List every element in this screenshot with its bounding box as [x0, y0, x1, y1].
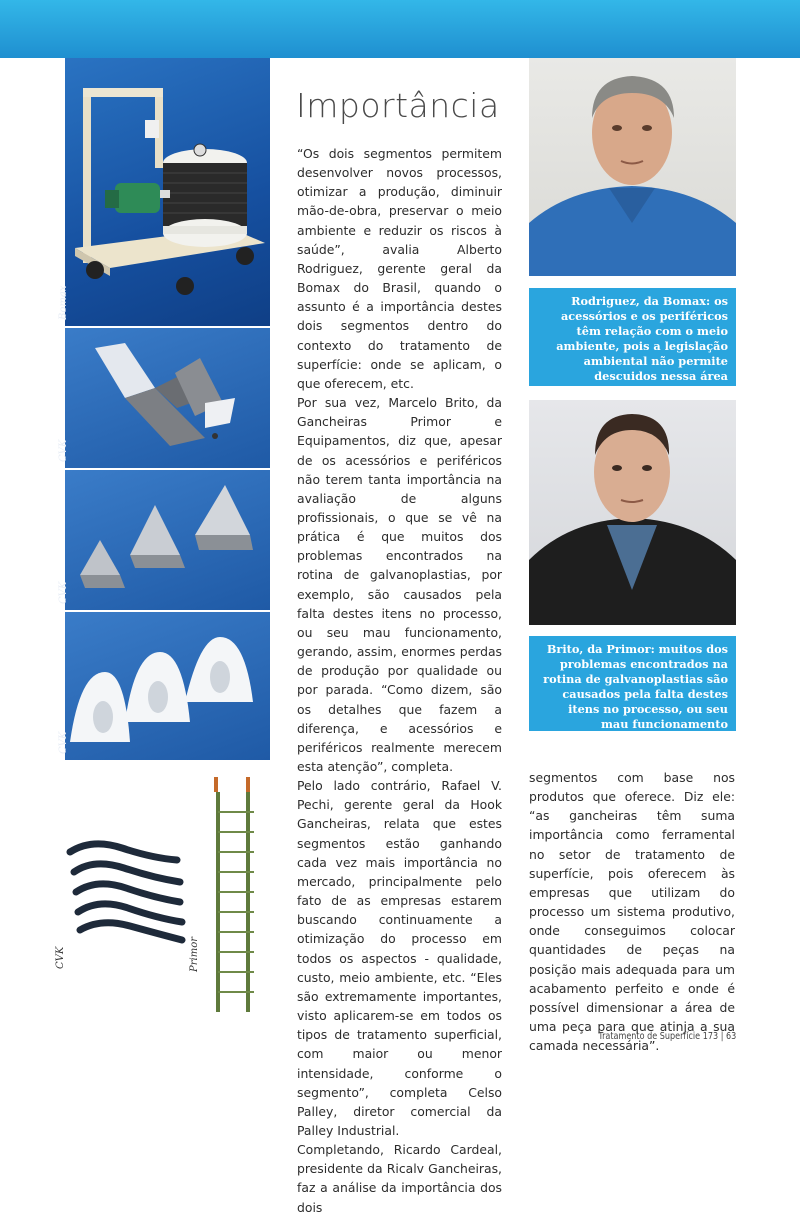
photo-bomax-filter-cart: [58, 58, 270, 326]
v-support-illustration: [65, 328, 270, 468]
body-column-right: segmentos com base nos produtos que oferece. Diz ele: “as gancheiras têm suma importância como ferramental no setor de tratamento de superfície, pois oferecem às empresas que utilizam do processo um sistema produtivo, onde conseguimos colocar quantidades de peças na posição mais adequada para um acabamento perfeito e onde é possível dimensionar a área de uma peça para que atinja a sua camada necessária”.: [529, 770, 735, 1054]
photo-credit-cvk-4: CVK: [55, 946, 66, 969]
photo-cvk-metal-supports: [58, 470, 270, 610]
plastic-supports-illustration: [65, 612, 270, 760]
photo-credit-cvk-2: CVK: [58, 581, 69, 604]
paragraph: Por sua vez, Marcelo Brito, da Gancheiras Primor e Equipamentos, diz que, apesar de os acessórios e periféricos não terem tanta importância na avaliação de alguns profissionais, o que se vê na prática é que muitos dos problemas encontrados na rotina de galvanoplastias, por exemplo, são causados pela falta destes itens no processo, ou seu mau funcionamento, gerando, assim, enormes perdas de produção por qualidade ou por parada. “Como dizem, são os detalhes que fazem a diferença, e acessórios e periféricos realmente merecem esta atenção”, completa.: [297, 395, 502, 774]
photo-credit-bomax: Bomax: [58, 285, 69, 320]
photo-cvk-plastic-supports: [58, 612, 270, 760]
photo-credit-cvk-1: CVK: [58, 439, 69, 462]
caption-rodriguez: Rodriguez, da Bomax: os acessórios e os periféricos têm relação com o meio ambiente, pois a legislação ambiental não permite descuidos nessa área: [529, 288, 736, 386]
photo-credit-primor: Primor: [189, 937, 200, 972]
portrait-rodriguez: [529, 58, 736, 276]
paragraph: “Os dois segmentos permitem desenvolver novos processos, otimizar a produção, diminuir mão-de-obra, preservar o meio ambiente e reduzir os riscos à saúde”, avalia Alberto Rodriguez, gerente geral da Bomax do Brasil, quando o assunto é a importância destes dois segmentos dentro do contexto do tratamento de superfície: onde se aplicam, o que oferecem, etc.: [297, 146, 502, 391]
brito-portrait-illustration: [529, 400, 736, 625]
portrait-brito: [529, 400, 736, 625]
body-column-left: [297, 144, 502, 1217]
filter-cart-illustration: [65, 58, 270, 326]
paragraph: Pelo lado contrário, Rafael V. Pechi, gerente geral da Hook Gancheiras, relata que estes segmentos estão ganhando cada vez mais importância no mercado, principalmente pelo fato de as empresas estarem buscando continuamente a otimização do processo em todos os aspectos - qualidade, custo, meio ambiente, etc. “Eles são extremamente importantes, visto aplicarem-se em todos os tipos de tratamento superficial, com maior ou menor intensidade, conforme o segmento”, completa Celso Palley, diretor comercial da Palley Industrial.: [297, 778, 502, 1138]
plating-rack-illustration: [196, 772, 274, 1022]
paragraph: Completando, Ricardo Cardeal, presidente da Ricalv Gancheiras, faz a análise da importância dos dois: [297, 1142, 502, 1215]
header-band: [0, 0, 800, 58]
section-title: Importância: [296, 86, 500, 125]
photo-cvk-black-hooks: [55, 830, 192, 975]
caption-brito: Brito, da Primor: muitos dos problemas encontrados na rotina de galvanoplastias são causados pela falta destes itens no processo, ou seu mau funcionamento: [529, 636, 736, 731]
metal-supports-illustration: [65, 470, 270, 610]
page-footer: Tratamento de Superfície 173 | 63: [598, 1031, 736, 1042]
photo-primor-rack: [189, 772, 274, 1022]
black-hooks-illustration: [62, 830, 192, 975]
rodriguez-portrait-illustration: [529, 58, 736, 276]
photo-credit-cvk-3: CVK: [58, 731, 69, 754]
photo-cvk-v-support: [58, 328, 270, 468]
